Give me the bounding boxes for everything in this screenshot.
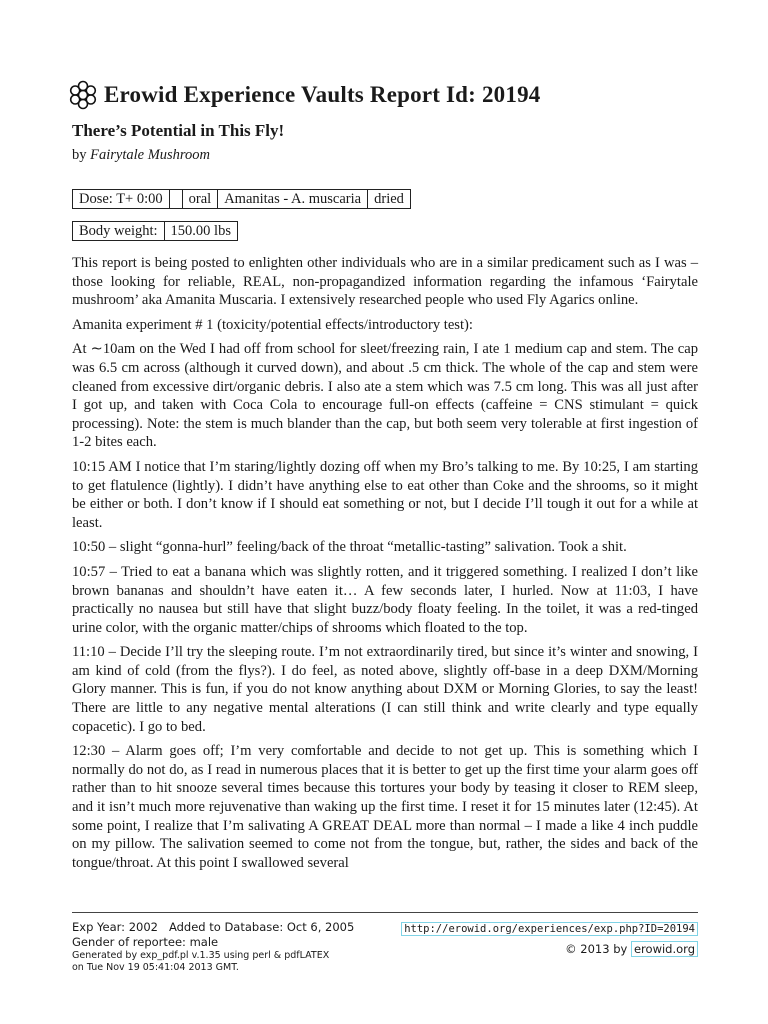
body-weight-value: 150.00 lbs <box>164 222 237 241</box>
body-weight-table <box>72 221 238 241</box>
erowid-logo-icon <box>68 80 98 110</box>
author-name: Fairytale Mushroom <box>90 147 211 163</box>
report-body <box>72 254 698 878</box>
exp-year: Exp Year: 2002 <box>72 920 158 934</box>
paragraph: 11:10 – Decide I’ll try the sleeping route. I’m not extraordinarily tired, but since it’s winter and snowing, I am kind of cold (from the flys?). I do feel, as noted above, slightly off-base in a deep DXM/Morning Glory manner. This is fun, if you do not know anything about DXM or Morning Glories, to say the least! There are little to any negative mental alterations (I can still think and write clearly and type equally copacetic). I go to bed. <box>72 644 698 735</box>
dose-table <box>72 189 411 209</box>
dose-row <box>73 190 411 209</box>
reportee-gender: Gender of reportee: male <box>72 935 219 949</box>
footer-dates <box>72 920 354 935</box>
copyright-line <box>401 941 698 957</box>
generated-on: on Tue Nov 19 05:41:04 2013 GMT. <box>72 962 239 973</box>
byline-prefix: by <box>72 147 87 163</box>
footer-links <box>401 921 698 957</box>
footer-metadata <box>72 920 354 974</box>
byline <box>72 147 210 164</box>
dose-label: Dose: T+ 0:00 <box>73 190 170 209</box>
footer-divider <box>72 912 698 913</box>
paragraph: 10:57 – Tried to eat a banana which was slightly rotten, and it triggered something. I realized I don’t like brown bananas and shouldn’t have eaten it… A few seconds later, I hurled. Now at 11:03, I have practically no nausea but still have that slight buzz/body floaty feeling. In the toilet, it was a red-tinged urine color, with the organic matter/chips of shrooms which floated to the top. <box>72 563 698 636</box>
paragraph: Amanita experiment # 1 (toxicity/potential effects/introductory test): <box>72 316 473 333</box>
paragraph: 10:15 AM I notice that I’m staring/lightly dozing off when my Bro’s talking to me. By 10:25, I am starting to get flatulence (lightly). I didn’t have anything else to eat other than Coke and the shrooms, so it might be either or both. I don’t know if I should eat something or not, but I decide I’ll tough it out for a while at least. <box>72 458 698 531</box>
paragraph: 12:30 – Alarm goes off; I’m very comfortable and decide to not get up. This is something which I normally do not do, as I read in numerous places that it is better to get up the first time your alarm goes off rather than to hit snooze several times because this tortures your body by teasing it closer to REM sleep, and it isn’t much more rejuvenative than waking up the first time. I reset it for 15 minutes later (12:45). At some point, I realize that I’m salivating A GREAT DEAL more than normal – I made a like 4 inch puddle on my pillow. The salivation seemed to come not from the tongue, but, rather, the sides and back of the tongue/throat. At this point I swallowed several <box>72 743 698 871</box>
body-weight-label: Body weight: <box>73 222 165 241</box>
report-title: There’s Potential in This Fly! <box>72 121 285 140</box>
paragraph: 10:50 – slight “gonna-hurl” feeling/back of the throat “metallic-tasting” salivation. Took a shit. <box>72 539 627 556</box>
added-date: Added to Database: Oct 6, 2005 <box>168 920 355 934</box>
page-title: Erowid Experience Vaults Report Id: 20194 <box>104 82 541 107</box>
report-header <box>68 80 541 110</box>
erowid-site-link[interactable]: erowid.org <box>631 941 698 957</box>
dose-substance: Amanitas - A. muscaria <box>218 190 368 209</box>
body-weight-row <box>73 222 238 241</box>
generated-by: Generated by exp_pdf.pl v.1.35 using perl & pdfLATEX <box>72 950 330 961</box>
paragraph: At ∼10am on the Wed I had off from school for sleet/freezing rain, I ate 1 medium cap and stem. The cap was 6.5 cm across (although it curved down), and about .5 cm thick. The whole of the cap and stem were cleaned from excessive dirt/organic debris. I also ate a stem which was 7.5 cm long. This was all just after I got up, and taken with Coca Cola to encourage full-on effects (caffeine = CNS stimulant = quick processing). Note: the stem is much blander than the cap, but both seem very tolerable at first ingestion of 1-2 bites each. <box>72 341 698 451</box>
paragraph: This report is being posted to enlighten other individuals who are in a similar predicament such as I was – those looking for reliable, REAL, non-propagandized information regarding the infamous ‘Fairytale mushroom’ aka Amanita Muscaria. I extensively researched people who used Fly Agarics online. <box>72 255 698 309</box>
copyright-text: © 2013 by <box>565 942 628 956</box>
report-url-link[interactable]: http://erowid.org/experiences/exp.php?ID=20194 <box>401 922 698 936</box>
dose-route: oral <box>182 190 218 209</box>
dose-amount <box>169 190 182 209</box>
dose-form: dried <box>368 190 411 209</box>
